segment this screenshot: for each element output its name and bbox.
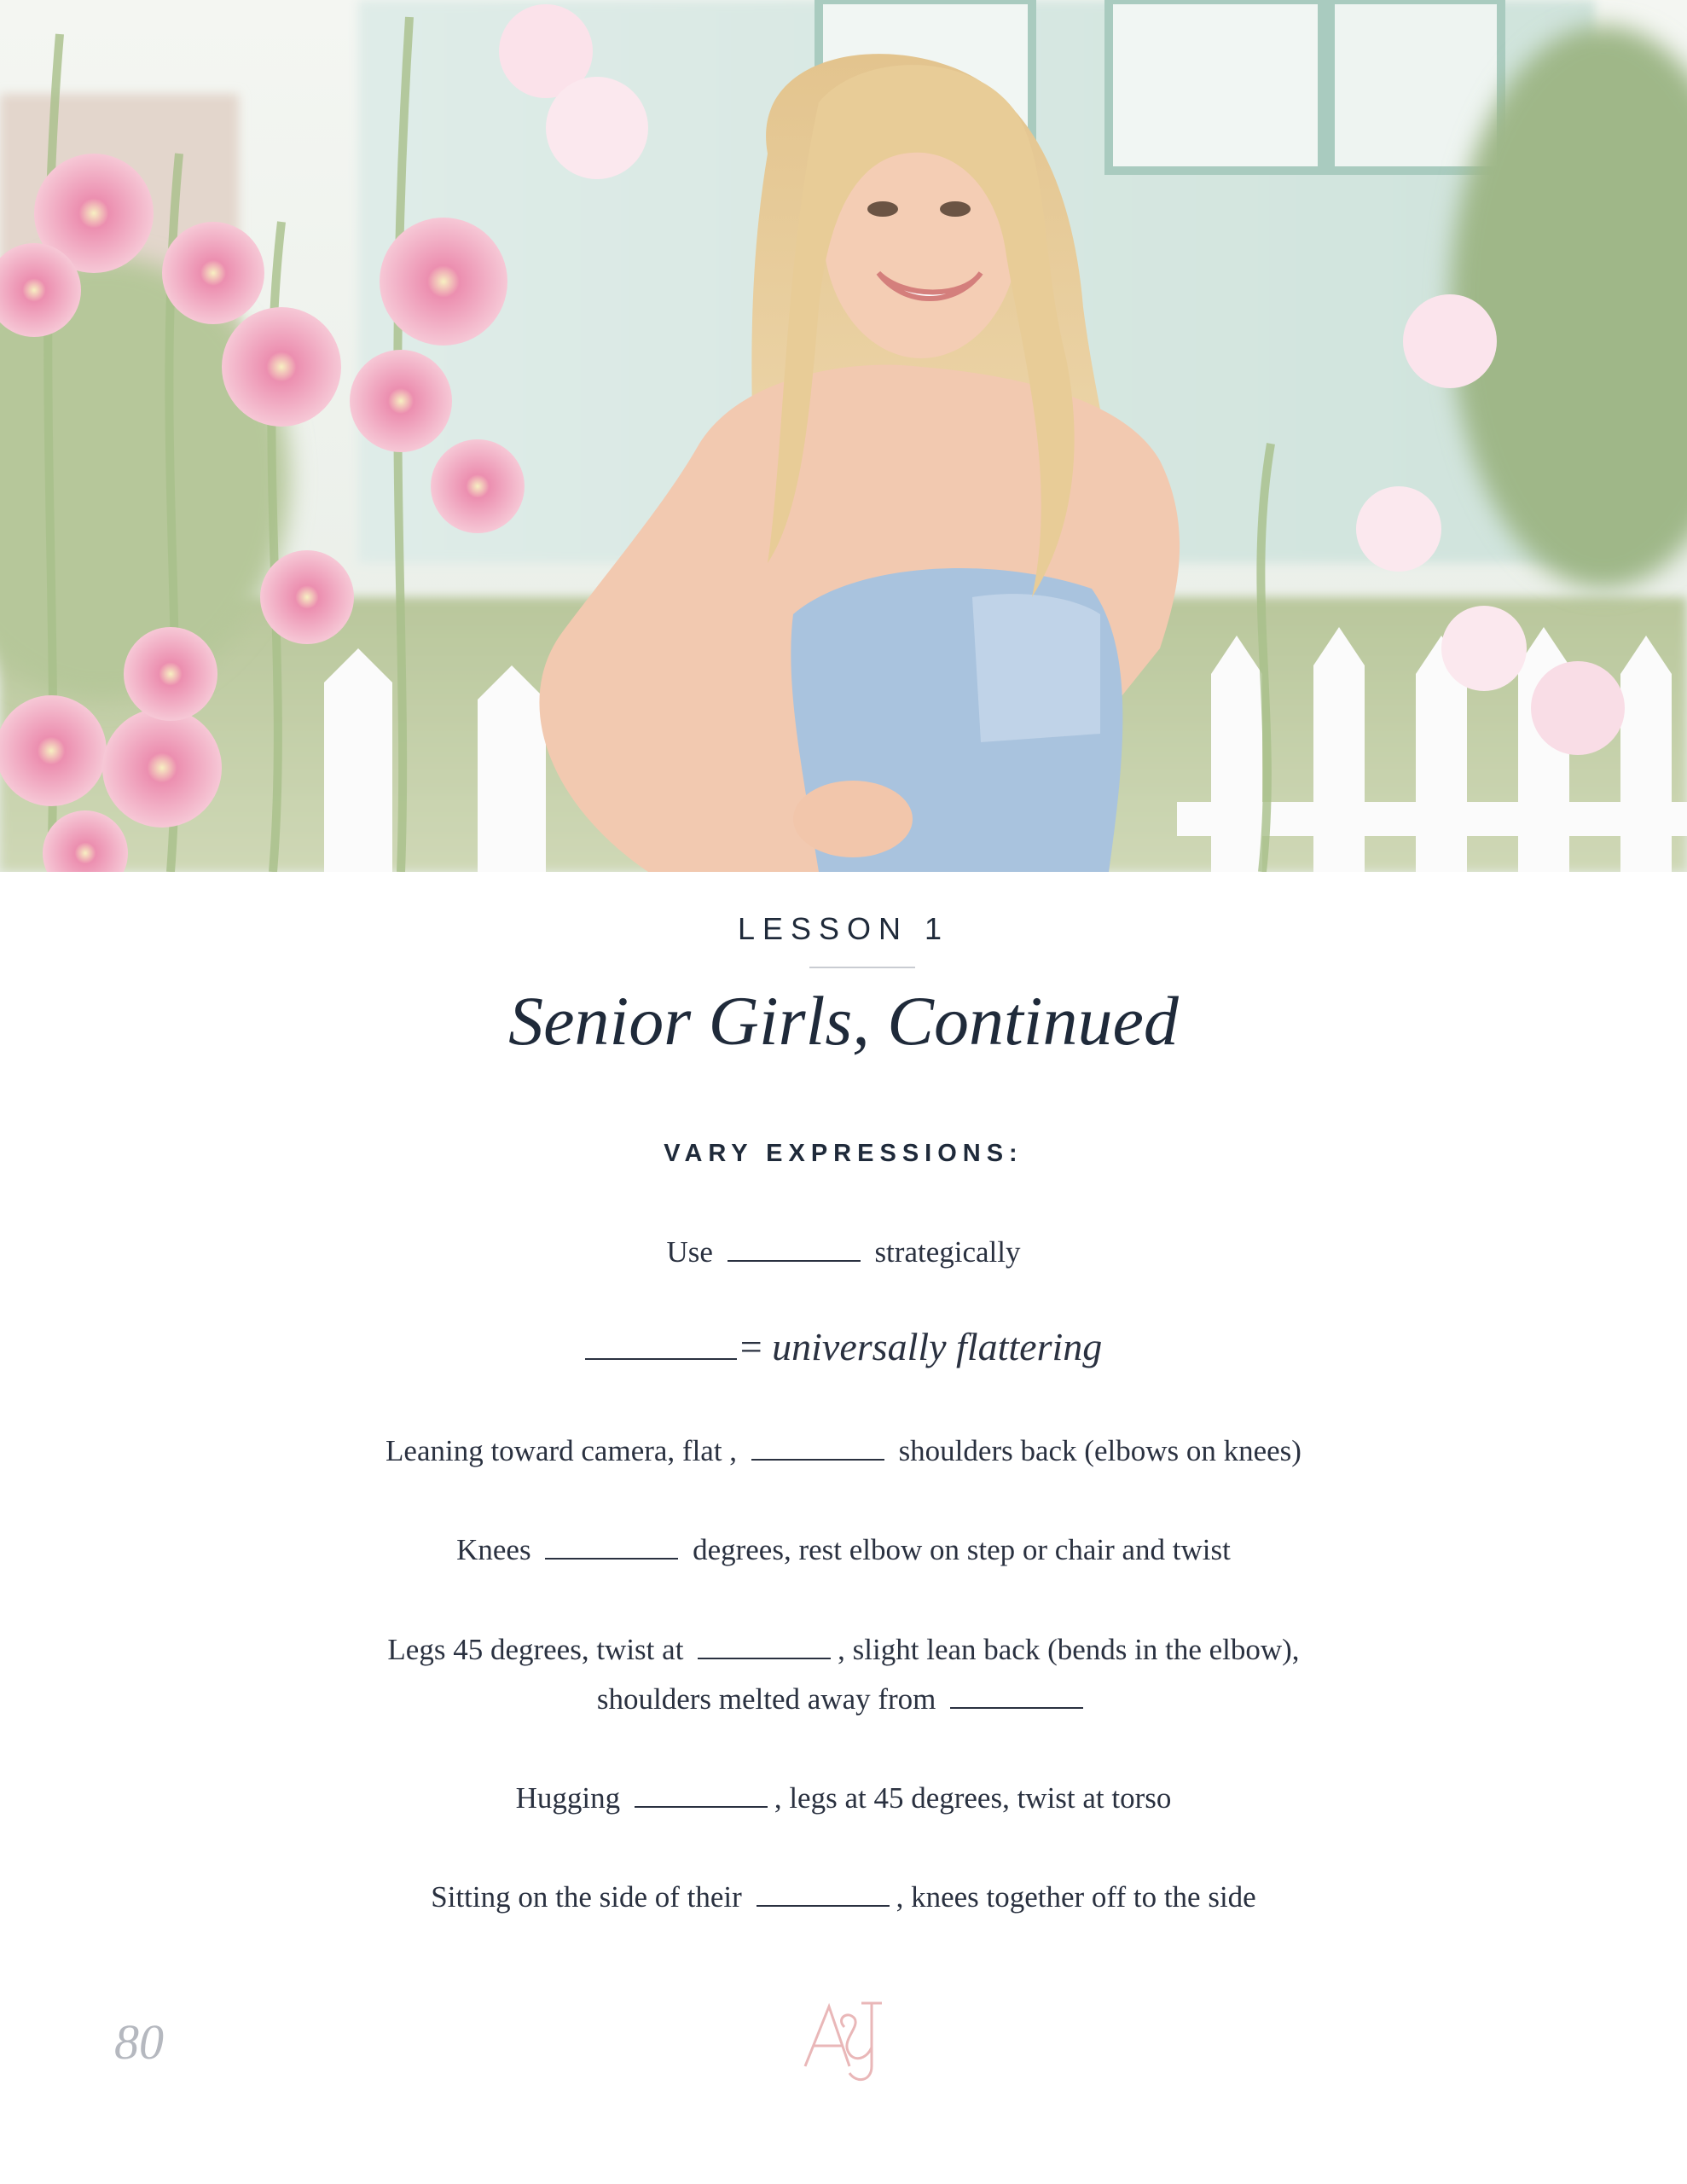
fill-in-line-7 [0, 1880, 1687, 1914]
line-text-after: strategically [874, 1235, 1021, 1269]
line-text-before: Use [666, 1235, 713, 1269]
aj-monogram-icon [793, 1988, 896, 2090]
page-number: 80 [114, 2014, 164, 2070]
fill-in-line-5b [0, 1682, 1687, 1716]
line-text-before: Knees [456, 1533, 531, 1566]
answer-blank[interactable] [545, 1556, 678, 1560]
line-text-before: Legs 45 degrees, twist at [387, 1633, 684, 1666]
fill-in-line-3 [0, 1434, 1687, 1468]
line-text-before: Hugging [515, 1781, 621, 1815]
answer-blank[interactable] [698, 1656, 831, 1659]
fill-in-line-2 [0, 1324, 1687, 1369]
line-text-prefix: = [739, 1325, 773, 1368]
answer-blank[interactable] [728, 1258, 861, 1262]
fill-in-line-1 [0, 1235, 1687, 1269]
lesson-divider [809, 967, 915, 968]
line-text-after: universally flattering [772, 1325, 1103, 1368]
fill-in-line-6 [0, 1781, 1687, 1815]
line-text-after: , knees together off to the side [896, 1880, 1256, 1914]
answer-blank[interactable] [757, 1903, 890, 1907]
line-text-after: , slight lean back (bends in the elbow), [838, 1633, 1300, 1666]
line-text-after: shoulders back (elbows on knees) [898, 1434, 1301, 1467]
answer-blank[interactable] [585, 1356, 737, 1360]
line-text-before: Sitting on the side of their [431, 1880, 742, 1914]
fill-in-line-4 [0, 1533, 1687, 1567]
line-text-after: degrees, rest elbow on step or chair and twist [693, 1533, 1231, 1566]
answer-blank[interactable] [751, 1457, 884, 1461]
lesson-label: LESSON 1 [737, 911, 950, 946]
line-text-before: shoulders melted away from [596, 1682, 936, 1716]
answer-blank[interactable] [635, 1804, 768, 1808]
line-text-before: Leaning toward camera, flat , [386, 1434, 738, 1467]
section-heading: VARY EXPRESSIONS: [664, 1140, 1023, 1167]
page-title: Senior Girls, Continued [508, 982, 1179, 1060]
answer-blank[interactable] [950, 1705, 1083, 1709]
fill-in-line-5a [0, 1633, 1687, 1667]
line-text-after: , legs at 45 degrees, twist at torso [774, 1781, 1172, 1815]
hero-photo [0, 0, 1687, 872]
